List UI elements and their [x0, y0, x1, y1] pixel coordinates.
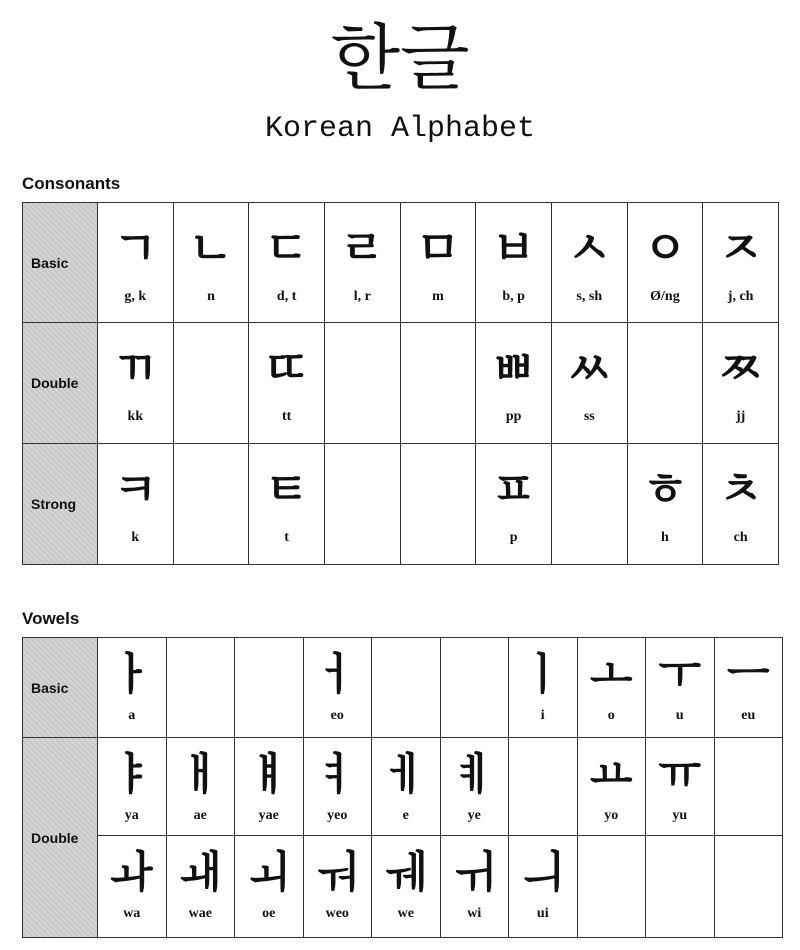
letter-glyph: ㅉ: [718, 341, 763, 395]
romanization-label: n: [207, 289, 215, 304]
letter-cell: [249, 323, 325, 444]
romanization-label: yu: [672, 808, 688, 823]
row-header-basic: Basic: [23, 203, 98, 323]
romanization-label: s, sh: [576, 289, 603, 304]
letter-glyph: ㅈ: [718, 221, 763, 275]
letter-glyph: ㅛ: [589, 749, 633, 800]
empty-cell: [324, 444, 400, 565]
letter-glyph: ㅅ: [567, 221, 612, 275]
letter-cell: [703, 323, 779, 444]
letter-cell: [249, 444, 325, 565]
empty-cell: [324, 323, 400, 444]
letter-cell: [166, 738, 235, 836]
letter-cell: [703, 444, 779, 565]
romanization-label: eo: [330, 708, 344, 723]
vowels-row: [23, 738, 783, 836]
letter-glyph: ㅡ: [726, 649, 770, 700]
empty-cell: [166, 638, 235, 738]
letter-glyph: ㅔ: [384, 749, 427, 800]
letter-glyph: ㄲ: [113, 341, 158, 395]
empty-cell: [577, 836, 646, 938]
letter-glyph: ㅐ: [178, 749, 222, 800]
vowels-row: [23, 836, 783, 938]
letter-cell: [577, 738, 646, 836]
romanization-label: eu: [741, 708, 756, 723]
page-title: 한글: [330, 16, 470, 100]
romanization-label: g, k: [124, 289, 147, 304]
romanization-label: t: [284, 530, 289, 545]
romanization-label: d, t: [276, 289, 297, 304]
romanization-label: j, ch: [727, 289, 754, 304]
letter-glyph: ㅕ: [315, 749, 359, 800]
letter-cell: [98, 444, 174, 565]
letter-cell: [166, 836, 235, 938]
consonants-table: [22, 202, 779, 565]
letter-glyph: ㅗ: [589, 649, 633, 700]
romanization-label: k: [131, 530, 140, 545]
romanization-label: yo: [604, 808, 619, 823]
letter-cell: [324, 203, 400, 323]
letter-glyph: ㄱ: [113, 221, 158, 275]
romanization-label: e: [402, 808, 409, 823]
letter-glyph: ㅒ: [247, 749, 290, 800]
empty-cell: [646, 836, 715, 938]
letter-glyph: ㅑ: [110, 749, 153, 800]
letter-glyph: ㅙ: [178, 847, 222, 898]
romanization-label: yae: [258, 808, 279, 823]
letter-glyph: ㄹ: [340, 221, 385, 275]
romanization-label: we: [397, 906, 414, 921]
letter-cell: [98, 836, 167, 938]
letter-glyph: ㅂ: [491, 221, 536, 275]
letter-cell: [476, 444, 552, 565]
letter-cell: [98, 738, 167, 836]
empty-cell: [400, 444, 476, 565]
empty-cell: [173, 323, 249, 444]
consonants-row: [23, 444, 779, 565]
letter-cell: [303, 836, 372, 938]
romanization-label: ae: [193, 808, 207, 823]
romanization-label: a: [128, 708, 136, 723]
letter-glyph: ㅊ: [718, 462, 763, 516]
row-header-double: Double: [23, 323, 98, 444]
letter-glyph: ㅓ: [315, 649, 359, 700]
letter-glyph: ㅌ: [264, 462, 309, 516]
letter-glyph: ㅞ: [384, 847, 427, 898]
letter-glyph: ㄷ: [264, 221, 309, 275]
letter-cell: [509, 638, 578, 738]
letter-cell: [303, 738, 372, 836]
romanization-label: pp: [505, 409, 522, 424]
romanization-label: kk: [127, 409, 144, 424]
romanization-label: jj: [735, 409, 746, 424]
romanization-label: wa: [123, 906, 141, 921]
romanization-label: tt: [281, 409, 292, 424]
vowels-row: [23, 638, 783, 738]
letter-cell: [551, 323, 627, 444]
letter-glyph: ㅇ: [642, 221, 688, 275]
letter-glyph: ㄴ: [188, 221, 234, 275]
letter-glyph: ㅖ: [452, 749, 496, 800]
letter-glyph: ㅏ: [110, 649, 153, 700]
empty-cell: [440, 638, 509, 738]
letter-cell: [440, 836, 509, 938]
letter-glyph: ㄸ: [264, 341, 309, 395]
letter-cell: [703, 203, 779, 323]
romanization-label: o: [607, 708, 615, 723]
letter-glyph: ㅝ: [315, 847, 359, 898]
romanization-label: wi: [467, 906, 482, 921]
letter-cell: [303, 638, 372, 738]
consonants-row: [23, 323, 779, 444]
letter-glyph: ㅋ: [113, 462, 158, 516]
letter-cell: [577, 638, 646, 738]
row-header-strong: Strong: [23, 444, 98, 565]
letter-cell: [627, 444, 703, 565]
letter-cell: [372, 738, 441, 836]
letter-cell: [249, 203, 325, 323]
romanization-label: h: [661, 530, 669, 545]
romanization-label: p: [509, 530, 518, 545]
page-subtitle: Korean Alphabet: [264, 112, 536, 146]
empty-cell: [627, 323, 703, 444]
romanization-label: u: [675, 708, 684, 723]
letter-cell: [646, 638, 715, 738]
vowels-heading: Vowels: [22, 609, 80, 628]
letter-glyph: ㅁ: [415, 221, 461, 275]
letter-cell: [173, 203, 249, 323]
romanization-label: Ø/ng: [650, 289, 680, 304]
letter-cell: [714, 638, 783, 738]
letter-glyph: ㅜ: [658, 649, 701, 700]
vowels-table: [22, 637, 783, 938]
empty-cell: [173, 444, 249, 565]
letter-cell: [509, 836, 578, 938]
letter-glyph: ㅆ: [567, 341, 612, 395]
letter-cell: [627, 203, 703, 323]
consonants-row: [23, 203, 779, 323]
romanization-label: weo: [325, 906, 349, 921]
romanization-label: b, p: [502, 289, 525, 304]
empty-cell: [714, 836, 783, 938]
letter-cell: [98, 323, 174, 444]
empty-cell: [235, 638, 304, 738]
letter-glyph: ㅎ: [642, 462, 688, 516]
romanization-label: oe: [262, 906, 276, 921]
romanization-label: ye: [467, 808, 481, 823]
empty-cell: [509, 738, 578, 836]
letter-glyph: ㅘ: [110, 847, 153, 898]
row-header-double: Double: [23, 738, 98, 938]
letter-glyph: ㅣ: [521, 649, 564, 700]
romanization-label: l, r: [353, 289, 371, 304]
romanization-label: i: [540, 708, 545, 723]
empty-cell: [400, 323, 476, 444]
consonants-heading: Consonants: [22, 174, 121, 193]
empty-cell: [551, 444, 627, 565]
romanization-label: ya: [124, 808, 139, 823]
romanization-label: m: [432, 289, 444, 304]
letter-glyph: ㅟ: [452, 847, 496, 898]
romanization-label: wae: [188, 906, 212, 921]
row-header-basic: Basic: [23, 638, 98, 738]
letter-cell: [551, 203, 627, 323]
letter-cell: [98, 638, 167, 738]
romanization-label: ui: [536, 906, 549, 921]
romanization-label: yeo: [327, 808, 348, 823]
letter-cell: [440, 738, 509, 836]
letter-cell: [235, 836, 304, 938]
letter-cell: [235, 738, 304, 836]
letter-glyph: ㅚ: [247, 847, 290, 898]
letter-glyph: ㅍ: [491, 462, 536, 516]
letter-glyph: ㅠ: [658, 749, 701, 800]
letter-cell: [476, 203, 552, 323]
empty-cell: [372, 638, 441, 738]
romanization-label: ss: [583, 409, 595, 424]
romanization-label: ch: [733, 530, 748, 545]
letter-cell: [98, 203, 174, 323]
letter-cell: [646, 738, 715, 836]
letter-cell: [400, 203, 476, 323]
letter-glyph: ㅃ: [491, 341, 536, 395]
letter-glyph: ㅢ: [521, 847, 564, 898]
letter-cell: [476, 323, 552, 444]
empty-cell: [714, 738, 783, 836]
letter-cell: [372, 836, 441, 938]
